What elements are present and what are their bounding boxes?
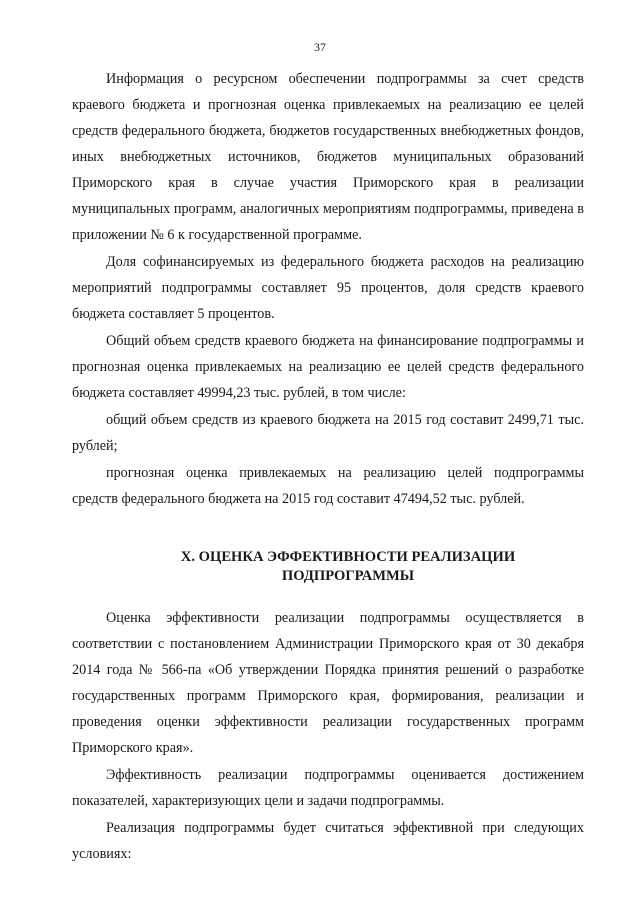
paragraph-federal-budget-2015: прогнозная оценка привлекаемых на реализацию целей подпрограммы средств федерального бюджета на 2015 год составит 47494,52 тыс. рублей. <box>72 465 584 507</box>
section-heading <box>72 548 584 586</box>
paragraph-resource-info: Информация о ресурсном обеспечении подпрограммы за счет средств краевого бюджета и прогнозная оценка привлекаемых на реализацию ее целей средств федерального бюджета, бюджетов государственных внебюджетных фондов, иных внебюджетных источников, бюджетов муниципальных образований Приморского края в случае участия Приморского края в реализации муниципальных программ, аналогичных мероприятиям подпрограммы, приведена в приложении № 6 к государственной программе. <box>72 71 584 243</box>
document-body <box>72 66 584 867</box>
paragraph-regional-budget-2015: общий объем средств из краевого бюджета на 2015 год составит 2499,71 тыс. рублей; <box>72 412 584 454</box>
paragraph-cofinancing-share: Доля софинансируемых из федерального бюджета расходов на реализацию мероприятий подпрограммы составляет 95 процентов, доля средств краевого бюджета составляет 5 процентов. <box>72 254 584 322</box>
spacer <box>72 586 584 605</box>
section-heading-line2: ПОДПРОГРАММЫ <box>281 568 415 584</box>
page-number: 37 <box>314 40 326 54</box>
section-heading-line1: X. ОЦЕНКА ЭФФЕКТИВНОСТИ РЕАЛИЗАЦИИ <box>180 549 516 565</box>
paragraph-efficiency-conditions: Реализация подпрограммы будет считаться эффективной при следующих условиях: <box>72 820 584 862</box>
spacer <box>72 512 584 548</box>
paragraph-evaluation-basis: Оценка эффективности реализации подпрограммы осуществляется в соответствии с постановлением Администрации Приморского края от 30 декабря 2014 года № 566-па «Об утверждении Порядка принятия решений о разработке государственных программ Приморского края, формирования, реализации и проведения оценки эффективности реализации государственных программ Приморского края». <box>72 610 584 756</box>
paragraph-total-volume: Общий объем средств краевого бюджета на финансирование подпрограммы и прогнозная оценка привлекаемых на реализацию ее целей средств федерального бюджета составляет 49994,23 тыс. рублей, в том числе: <box>72 333 584 401</box>
paragraph-efficiency-indicators: Эффективность реализации подпрограммы оценивается достижением показателей, характеризующих цели и задачи подпрограммы. <box>72 767 584 809</box>
